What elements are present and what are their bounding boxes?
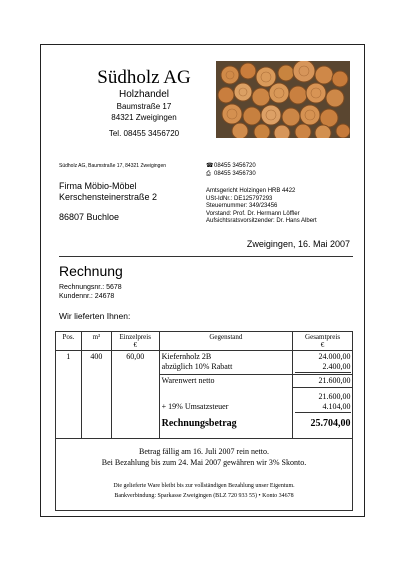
- phone-number: 08455 3456720: [214, 163, 256, 169]
- net-value: 21.600,00: [293, 375, 353, 388]
- fax-number: 08455 3456730: [214, 171, 256, 177]
- table-bottom-border: [56, 439, 353, 440]
- contact-fax: [206, 170, 256, 178]
- row-pos: 1: [56, 351, 82, 375]
- invoice-number: Rechnungsnr.: 5678: [59, 284, 122, 291]
- logs-photo: [216, 61, 350, 138]
- total-row: [56, 414, 353, 439]
- legal-tax-number: Steuernummer: 349/23456: [206, 203, 278, 209]
- table-row: [56, 351, 353, 375]
- item-amount: 24.000,00: [318, 352, 351, 361]
- legal-vat-id: USt-IdNr.: DE125797293: [206, 195, 273, 202]
- vat-label: + 19% Umsatzsteuer: [159, 388, 292, 415]
- legal-board: Vorstand: Prof. Dr. Hermann Löffler: [206, 210, 300, 217]
- recipient-city: 86807 Buchloe: [59, 212, 120, 222]
- row-unit-price: 60,00: [111, 351, 159, 375]
- total-price-currency: €: [320, 341, 325, 349]
- row-item: [159, 351, 292, 375]
- stacked-logs-image: [216, 61, 350, 138]
- legal-register: Amtsgericht Holzingen HRB 4422: [206, 188, 296, 194]
- payment-discount: Bei Bezahlung bis zum 24. Mai 2007 gewähren wir 3% Skonto.: [101, 458, 307, 467]
- vat-amounts: [293, 388, 353, 415]
- recipient-street: Kerschensteinerstraße 2: [59, 192, 158, 202]
- total-price-label: Gesamtpreis: [305, 333, 341, 341]
- vat-value: 4.104,00: [295, 402, 350, 413]
- net-row: [56, 375, 353, 388]
- vat-row: [56, 388, 353, 415]
- document-title: Rechnung: [59, 263, 123, 279]
- unit-price-currency: €: [133, 341, 137, 349]
- row-amounts: [293, 351, 353, 375]
- contact-phone: [206, 162, 256, 170]
- item-discount: abzüglich 10% Rabatt: [161, 362, 233, 371]
- company-name: Südholz AG: [97, 67, 191, 88]
- unit-price-label: Einzelpreis: [119, 333, 151, 341]
- payment-due: Betrag fällig am 16. Juli 2007 rein netto.: [139, 447, 269, 456]
- recipient-company: Firma Möbio-Möbel: [59, 181, 137, 191]
- total-value: 25.704,00: [310, 418, 351, 429]
- company-street: Baumstraße 17: [116, 102, 172, 111]
- legal-supervisory-chair: Aufsichtsratsvorsitzender: Dr. Hans Albert: [206, 218, 317, 224]
- col-header-pos: Pos.: [56, 332, 82, 351]
- divider: [59, 256, 353, 257]
- company-tel: Tel. 08455 3456720: [108, 129, 180, 138]
- fax-icon: ⎙: [206, 171, 211, 177]
- col-header-qty: m³: [81, 332, 111, 351]
- retention-of-title: Die gelieferte Ware bleibt bis zur vollständigen Bezahlung unser Eigentum.: [113, 483, 295, 489]
- company-city: 84321 Zweigingen: [111, 113, 177, 122]
- col-header-unit-price: [111, 332, 159, 351]
- delivery-intro: Wir lieferten Ihnen:: [59, 311, 131, 321]
- invoice-date: Zweigingen, 16. Mai 2007: [246, 239, 350, 249]
- telephone-icon: ☎: [206, 163, 214, 169]
- net-repeat-value: 21.600,00: [318, 392, 351, 401]
- sender-return-line: Südholz AG, Baumstraße 17, 84321 Zweigingen: [59, 163, 167, 169]
- col-header-total: [293, 332, 353, 351]
- table-header-row: [56, 332, 353, 351]
- discount-amount: 2.400,00: [295, 362, 350, 373]
- company-trade: Holzhandel: [118, 89, 170, 100]
- customer-number: Kundennr.: 24678: [59, 293, 115, 300]
- net-label: Warenwert netto: [159, 375, 292, 388]
- invoice-sheet: [40, 44, 365, 517]
- bank-details: Bankverbindung: Sparkasse Zweigingen (BLZ 720 933 55) • Konto 34678: [114, 493, 294, 499]
- row-qty: 400: [81, 351, 111, 375]
- invoice-items-table: [55, 331, 353, 439]
- total-label: Rechnungsbetrag: [159, 414, 292, 439]
- col-header-item: Gegenstand: [159, 332, 292, 351]
- item-description: Kiefernholz 2B: [161, 352, 212, 361]
